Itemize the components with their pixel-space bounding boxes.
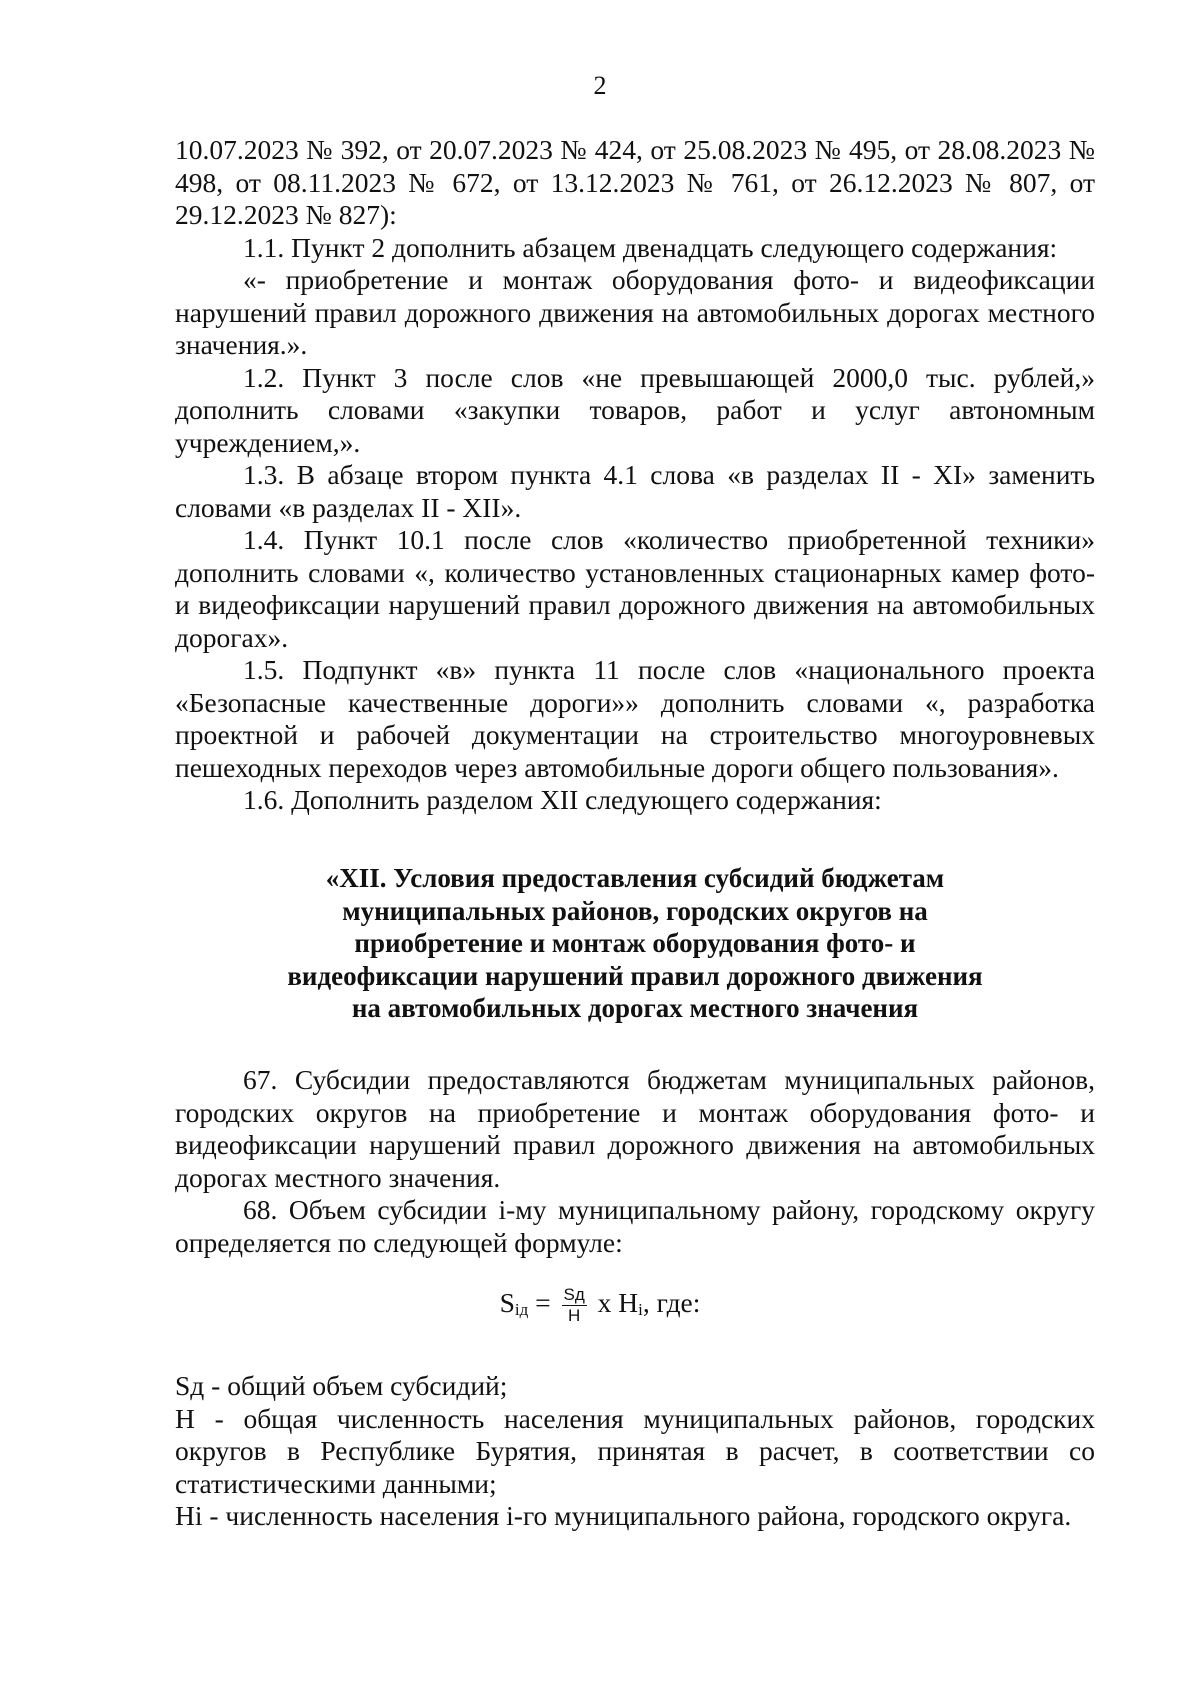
paragraph-1-1-quote: «- приобретение и монтаж оборудования фото- и видеофиксации нарушений правил дорожного движения на автомобильных дорогах местного значения.».: [175, 264, 1095, 360]
paragraph-1-4: 1.4. Пункт 10.1 после слов «количество приобретенной техники» дополнить словами «, количество установленных стационарных камер фото- и видеофиксации нарушений правил дорожного движения на автомобильных дорогах».: [175, 524, 1095, 653]
formula-times: x: [597, 1287, 612, 1318]
paragraph-1-3: 1.3. В абзаце втором пункта 4.1 слова «в разделах II - XI» заменить словами «в разделах II - XII».: [175, 459, 1095, 523]
paragraph-1-6: 1.6. Дополнить разделом XII следующего содержания:: [243, 784, 882, 815]
formula-rhs-subscript: i: [638, 1300, 643, 1319]
section-heading-line: видеофиксации нарушений правил дорожного движения: [287, 960, 983, 991]
formula-lhs-subscript: iд: [514, 1300, 529, 1319]
subsidy-formula: [0, 1283, 1200, 1330]
section-heading-line: «XII. Условия предоставления субсидий бюджетам: [325, 863, 945, 893]
section-heading: [175, 862, 1095, 1025]
formula-suffix: , где:: [642, 1287, 701, 1318]
formula-fraction: [562, 1286, 587, 1325]
definition-n: Н - общая численность населения муниципальных районов, городских округов в Республике Бурятия, принятая в расчет, в соответствии со статистическими данными;: [175, 1402, 1095, 1499]
definition-hi: Hi - численность населения i-го муниципального района, городского округа.: [175, 1500, 1072, 1531]
paragraph-1-5: 1.5. Подпункт «в» пункта 11 после слов «национального проекта «Безопасные качественные дороги»» дополнить словами «, разработка проектной и рабочей документации на строительство многоуровневых пешеходных переходов через автомобильные дороги общего пользования».: [175, 654, 1095, 783]
section-heading-line: на автомобильных дорогах местного значения: [351, 993, 919, 1023]
formula-lhs: S: [499, 1287, 515, 1318]
intro-text: [175, 134, 1095, 817]
section-text: [175, 1064, 1095, 1259]
definition-sd: Sд - общий объем субсидий;: [175, 1370, 508, 1401]
formula-rhs: Н: [618, 1287, 639, 1318]
formula-equals: =: [535, 1287, 551, 1318]
paragraph-1-2: 1.2. Пункт 3 после слов «не превышающей 2000,0 тыс. рублей,» дополнить словами «закупки товаров, работ и услуг автономным учреждением,».: [175, 361, 1095, 458]
section-heading-line: приобретение и монтаж оборудования фото- и: [354, 928, 916, 958]
paragraph-67: 67. Субсидии предоставляются бюджетам муниципальных районов, городских округов на приобретение и монтаж оборудования фото- и видеофиксации нарушений правил дорожного движения на автомобильных дорогах местного значения.: [175, 1064, 1095, 1193]
paragraph-68: 68. Объем субсидии i-му муниципальному району, городскому округу определяется по следующей формуле:: [175, 1194, 1095, 1258]
definitions: [175, 1370, 1095, 1533]
paragraph-1-1: 1.1. Пункт 2 дополнить абзацем двенадцать следующего содержания:: [243, 231, 1058, 263]
formula-numerator: Sд: [563, 1285, 585, 1305]
paragraph-intro-continuation: 10.07.2023 № 392, от 20.07.2023 № 424, от 25.08.2023 № 495, от 28.08.2023 № 498, от 08.11.2023 № 672, от 13.12.2023 № 761, от 26.12.2023 № 807, от 29.12.2023 № 827):: [175, 134, 1095, 230]
formula-denominator: Н: [568, 1306, 581, 1326]
page-number: 2: [593, 71, 607, 100]
section-heading-line: муниципальных районов, городских округов на: [342, 895, 928, 926]
